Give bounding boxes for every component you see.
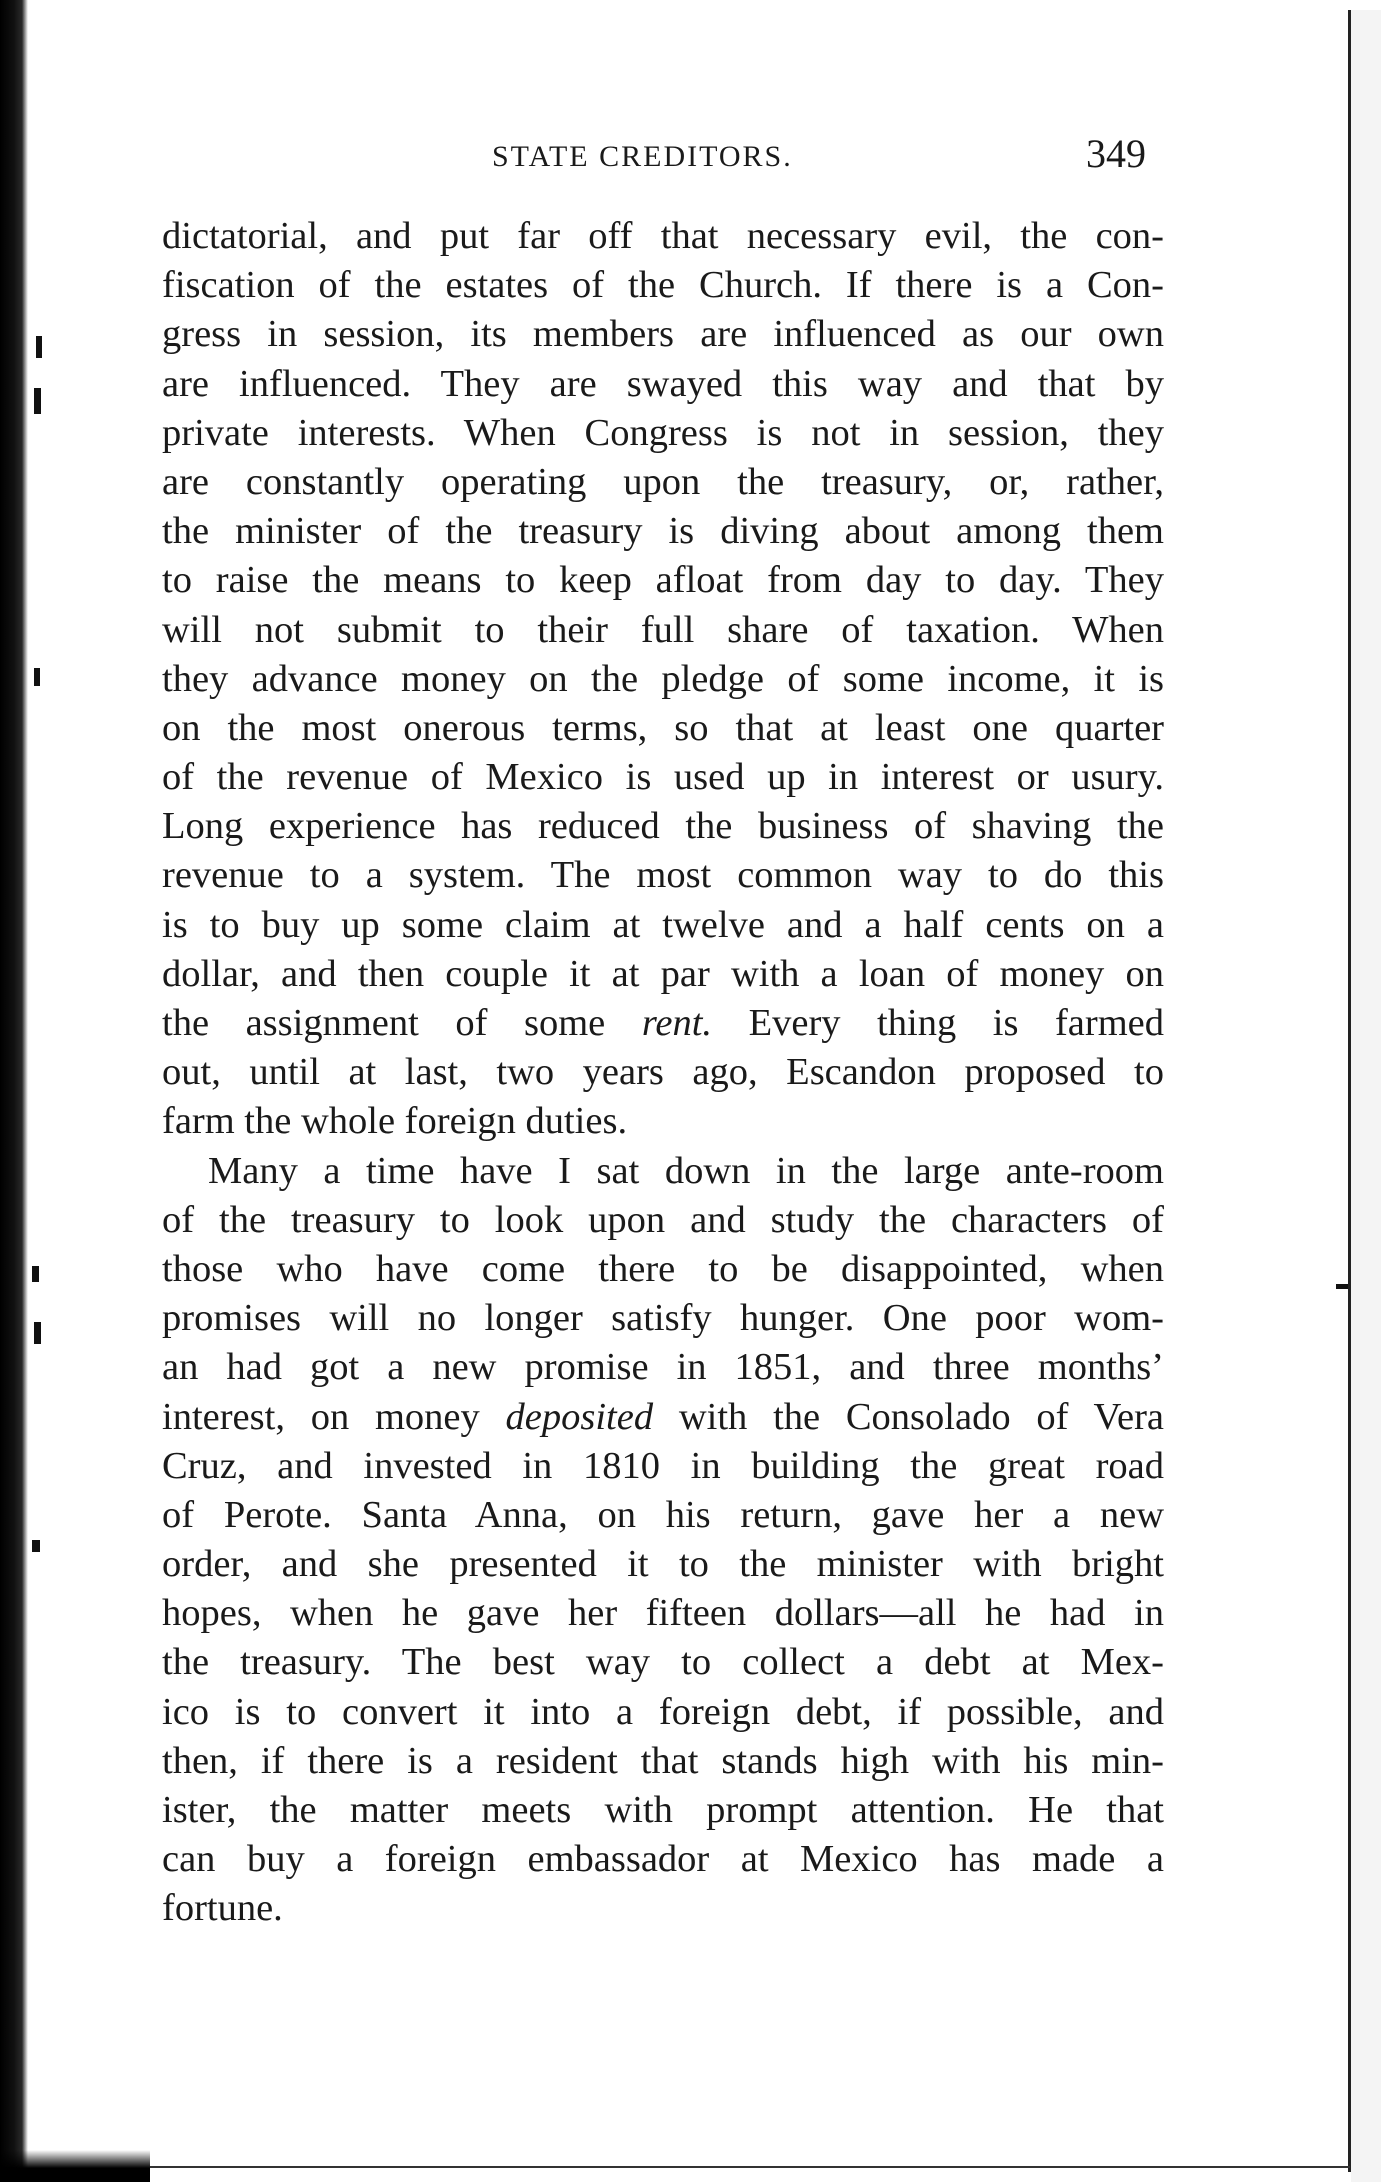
text-line <box>162 1442 1164 1491</box>
text-segment: to raise the means to keep afloat from day to day. They <box>162 559 1164 602</box>
text-segment: Cruz, and invested in 1810 in building the great road <box>162 1444 1164 1487</box>
text-line <box>162 1638 1164 1687</box>
text-line <box>162 1835 1164 1884</box>
page-number: 349 <box>1086 131 1146 176</box>
text-segment: fortune. <box>162 1887 283 1930</box>
text-segment: interest, on money <box>162 1395 506 1438</box>
text-line <box>162 1196 1164 1245</box>
text-segment: order, and she presented it to the minister with bright <box>162 1543 1164 1586</box>
text-line <box>162 1245 1164 1294</box>
text-segment: can buy a foreign embassador at Mexico has made a <box>162 1838 1164 1881</box>
text-line <box>162 310 1164 359</box>
text-line <box>162 1294 1164 1343</box>
text-line <box>162 1786 1164 1835</box>
text-line <box>162 458 1164 507</box>
text-line <box>162 507 1164 556</box>
italic-word: deposited <box>505 1395 654 1438</box>
text-segment: then, if there is a resident that stands high with his min- <box>162 1739 1164 1782</box>
running-title: STATE CREDITORS. <box>492 140 793 173</box>
paragraph <box>162 212 1164 1147</box>
text-line <box>162 802 1164 851</box>
text-segment: fiscation of the estates of the Church. If there is a Con- <box>162 264 1164 307</box>
text-segment: promises will no longer satisfy hunger. One poor wom- <box>162 1297 1164 1340</box>
text-line <box>162 753 1164 802</box>
text-line <box>162 212 1164 261</box>
text-segment: ister, the matter meets with prompt attention. He that <box>162 1789 1164 1831</box>
binding-bottom-shadow <box>0 2150 150 2182</box>
text-segment: out, until at last, two years ago, Escandon proposed to <box>162 1051 1164 1094</box>
margin-mark <box>34 668 40 686</box>
text-line <box>162 1540 1164 1589</box>
text-segment: Every thing is farmed <box>712 1002 1164 1044</box>
text-line <box>162 950 1164 999</box>
text-line <box>162 1491 1164 1540</box>
page-header <box>160 130 1160 180</box>
margin-mark <box>34 1322 41 1344</box>
text-line <box>162 1393 1164 1442</box>
text-segment: are constantly operating upon the treasury, or, rather, <box>162 460 1164 503</box>
text-line <box>162 999 1164 1048</box>
text-segment: the assignment of some <box>162 1002 642 1044</box>
text-segment: farm the whole foreign duties. <box>162 1100 628 1143</box>
page-bottom-edge <box>150 2166 1350 2168</box>
text-segment: on the most onerous terms, so that at least one quarter <box>162 706 1164 749</box>
text-segment: private interests. When Congress is not in session, they <box>162 411 1164 454</box>
paragraph <box>162 1147 1164 1934</box>
text-line <box>162 606 1164 655</box>
page-right-margin <box>1351 10 1381 2182</box>
margin-mark <box>34 388 41 414</box>
text-segment: those who have come there to be disappointed, when <box>162 1247 1164 1290</box>
text-segment: the treasury. The best way to collect a debt at Mex- <box>162 1641 1164 1684</box>
body-text <box>162 212 1164 1934</box>
text-line <box>162 1343 1164 1392</box>
text-line <box>162 1048 1164 1097</box>
margin-mark <box>36 336 42 358</box>
margin-mark <box>1336 1284 1348 1289</box>
text-segment: will not submit to their full share of taxation. When <box>162 608 1164 651</box>
text-line <box>162 1688 1164 1737</box>
text-line <box>162 261 1164 310</box>
text-line <box>162 1589 1164 1638</box>
text-line <box>162 360 1164 409</box>
text-line <box>162 1737 1164 1786</box>
text-line <box>162 655 1164 704</box>
text-segment: the minister of the treasury is diving about among them <box>162 510 1164 553</box>
text-line <box>162 1097 1164 1146</box>
text-segment: of the revenue of Mexico is used up in interest or usury. <box>162 756 1164 799</box>
text-line <box>162 1884 1164 1933</box>
text-segment: dictatorial, and put far off that necessary evil, the con- <box>162 215 1164 257</box>
text-line <box>162 704 1164 753</box>
text-segment: with the Consolado of Vera <box>653 1395 1164 1438</box>
text-segment: of Perote. Santa Anna, on his return, gave her a new <box>162 1493 1164 1536</box>
text-segment: is to buy up some claim at twelve and a half cents on a <box>162 903 1164 946</box>
text-line <box>162 556 1164 605</box>
text-segment: hopes, when he gave her fifteen dollars—all he had in <box>162 1592 1164 1635</box>
text-line <box>162 409 1164 458</box>
text-segment: ico is to convert it into a foreign debt, if possible, and <box>162 1690 1164 1733</box>
text-segment: dollar, and then couple it at par with a loan of money on <box>162 952 1164 995</box>
text-segment: revenue to a system. The most common way to do this <box>162 854 1164 897</box>
margin-mark <box>32 1540 40 1552</box>
text-segment: Long experience has reduced the business of shaving the <box>162 805 1164 848</box>
text-segment: an had got a new promise in 1851, and three months’ <box>162 1346 1164 1389</box>
text-segment: of the treasury to look upon and study the characters of <box>162 1198 1164 1241</box>
binding-edge <box>0 0 28 2182</box>
text-segment: Many a time have I sat down in the large ante-room <box>208 1149 1164 1192</box>
text-line <box>162 901 1164 950</box>
text-segment: are influenced. They are swayed this way and that by <box>162 362 1164 405</box>
page-right-edge <box>1348 10 1351 2172</box>
text-segment: gress in session, its members are influenced as our own <box>162 313 1164 356</box>
text-line <box>162 1147 1164 1196</box>
text-line <box>162 851 1164 900</box>
margin-mark <box>32 1266 39 1282</box>
text-segment: they advance money on the pledge of some income, it is <box>162 657 1164 700</box>
italic-word: rent. <box>641 1002 713 1044</box>
